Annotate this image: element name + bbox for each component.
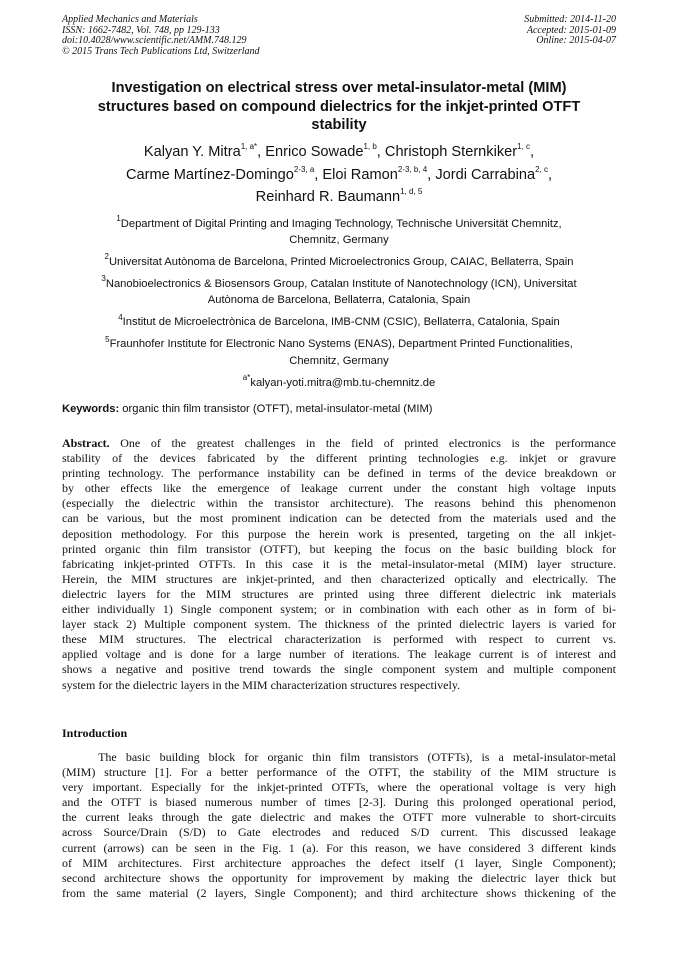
- abstract-line: these MIM structures. The electrical characterization is performed with respect to current vs.: [62, 632, 616, 647]
- author-separator: ,: [548, 166, 553, 183]
- abstract-line: stability of the devices fabricated by the different printing technologies e.g. inkjet or gravure: [62, 451, 616, 466]
- intro-line: (MIM) structure [1]. For a better performance of the OTFT, the stability of the MIM structure is: [62, 765, 616, 780]
- abstract-line: dielectric layers for the MIM structures are printed using three different dielectric ink materials: [62, 586, 616, 601]
- title-line: Investigation on electrical stress over metal-insulator-metal (MIM): [111, 80, 567, 96]
- abstract-line: [62, 436, 616, 451]
- author-separator: ,: [257, 144, 266, 160]
- introduction-heading: Introduction: [62, 726, 128, 740]
- author-line: [62, 186, 616, 209]
- affiliation-number: 1: [116, 214, 121, 224]
- affiliation-item: [62, 314, 616, 330]
- affiliation-text: Autònoma de Barcelona, Bellaterra, Catalonia, Spain: [207, 294, 471, 307]
- intro-line: across Source/Drain (S/D) to Gate electrodes and reduced S/D current. This discussed leakage: [62, 825, 616, 840]
- intro-line: the current leaks through the gate dielectric and makes the OTFT more vulnerable to short-circuits: [62, 810, 616, 825]
- affiliation-number: 2: [104, 252, 109, 262]
- intro-line: very important. Especially for the inkjet-printed OTFTs, where the operational voltage is very high: [62, 780, 616, 795]
- author-affiliation-marker: 2-3, b, 4: [397, 164, 428, 174]
- affiliation-number: 3: [101, 274, 106, 284]
- abstract-label: Abstract.: [62, 436, 110, 450]
- abstract-line: fabricating inkjet-printed OTFTs. In this case it is the metal-insulator-metal (MIM) layer structure.: [62, 556, 616, 571]
- affiliation-text: Department of Digital Printing and Imaging Technology, Technische Universität Chemnitz,: [120, 218, 562, 230]
- online-date: Online: 2015-04-07: [536, 35, 616, 47]
- affiliation-text: Chemnitz, Germany: [289, 354, 389, 367]
- intro-line: The basic building block for organic thin film transistors (OTFTs), is a metal-insulator-metal: [62, 750, 616, 764]
- keywords-text: organic thin film transistor (OTFT), metal-insulator-metal (MIM): [119, 403, 433, 415]
- author-name: Reinhard R. Baumann: [255, 189, 401, 205]
- author-line: [62, 164, 616, 187]
- intro-line: and the OTFT is biased numerous number of times [2-3]. During this prolonged operational period,: [62, 795, 616, 810]
- journal-copyright: © 2015 Trans Tech Publications Ltd, Switzerland: [62, 45, 260, 57]
- author-affiliation-marker: 1, a*: [240, 142, 258, 152]
- keywords-label: Keywords:: [62, 403, 120, 415]
- intro-line: of MIM architectures. First architecture approaches the defect itself (1 layer, Single Component);: [62, 855, 616, 870]
- author-list: [62, 141, 616, 209]
- affiliation-item: [62, 216, 616, 248]
- title-line: stability: [311, 117, 367, 133]
- affiliation-list: [62, 216, 616, 391]
- author-affiliation-marker: 1, b: [363, 142, 377, 152]
- affiliation-text: Nanobioelectronics & Biosensors Group, Catalan Institute of Nanotechnology (ICN), Universitat: [105, 278, 577, 291]
- title-line: structures based on compound dielectrics for the inkjet-printed OTFT: [97, 98, 581, 115]
- author-separator: ,: [376, 144, 385, 160]
- affiliation-number: 4: [118, 312, 123, 322]
- affiliation-text: Chemnitz, Germany: [289, 234, 389, 247]
- affiliation-text: Institut de Microelectrònica de Barcelona, IMB-CNM (CSIC), Bellaterra, Catalonia, Spain: [122, 316, 560, 329]
- affiliation-item: [62, 276, 616, 308]
- author-name: Carme Martínez-Domingo: [125, 166, 294, 183]
- affiliation-text: Fraunhofer Institute for Electronic Nano Systems (ENAS), Department Printed Functionalities,: [109, 338, 573, 351]
- abstract-line: system for the dielectric layers in the MIM characterization structures respectively.: [62, 677, 461, 692]
- affiliation-text: Universitat Autònoma de Barcelona, Printed Microelectronics Group, CAIAC, Bellaterra, Spain: [108, 256, 574, 269]
- author-affiliation-marker: 1, d, 5: [400, 187, 423, 197]
- submitted-date: Submitted: 2014-11-20: [524, 14, 616, 25]
- corresponding-email: [62, 372, 616, 391]
- author-name: Eloi Ramon: [322, 166, 398, 183]
- journal-issn: ISSN: 1662-7482, Vol. 748, pp 129-133: [62, 24, 220, 36]
- intro-line: second architecture shows the opportunity for improvement by making the dielectric layer thick but: [62, 870, 616, 885]
- affiliation-number: 5: [105, 334, 110, 344]
- abstract-line: Herein, the MIM structures are inkjet-printed, and then characterized optically and electrically. The: [62, 571, 616, 586]
- author-separator: ,: [530, 144, 535, 160]
- abstract-line: can be various, but the most prominent indication can be detected from the materials used and the: [62, 511, 616, 526]
- email-address: kalyan-yoti.mitra@mb.tu-chemnitz.de: [250, 376, 436, 389]
- author-affiliation-marker: 2, c: [535, 164, 548, 174]
- author-name: Kalyan Y. Mitra: [143, 144, 241, 160]
- affiliation-item: [62, 254, 616, 270]
- email-marker: a*: [242, 372, 251, 382]
- intro-line: from the same material (2 layers, Single Component); and third architecture shows thickening of the: [62, 885, 616, 900]
- keywords: [62, 402, 616, 416]
- author-name: Christoph Sternkiker: [384, 144, 518, 160]
- abstract-line: applied voltage and is done for a large number of iterations. The leakage current is of interest and: [62, 647, 616, 662]
- paper-title: [62, 79, 616, 135]
- abstract-line: shows a negative and positive trend towards the single component system and multiple component: [62, 662, 616, 677]
- author-name: Enrico Sowade: [265, 144, 364, 160]
- abstract-line: either individually 1) Single component system; or in combination with each other as in form of bi-: [62, 602, 616, 617]
- abstract-line: deposition methodology. For this purpose the herein work is presented, targeting on the all inkjet-: [62, 526, 616, 541]
- author-affiliation-marker: 2-3, a: [293, 164, 315, 174]
- affiliation-item: [62, 336, 616, 368]
- journal-doi: doi:10.4028/www.scientific.net/AMM.748.129: [62, 35, 247, 47]
- author-separator: ,: [427, 166, 436, 183]
- author-line: [62, 141, 616, 164]
- introduction-body: [62, 750, 616, 901]
- accepted-date: Accepted: 2015-01-09: [526, 24, 616, 36]
- author-name: Jordi Carrabina: [435, 166, 536, 183]
- author-affiliation-marker: 1, c: [517, 142, 531, 152]
- dates-header: [524, 15, 616, 47]
- abstract: [62, 436, 616, 693]
- intro-line: current (arrows) can be seen in the Fig. 1 (a). For this reason, we have considered 3 different kinds: [62, 840, 616, 855]
- abstract-line: by other effects like the emergence of leakage current under the constant high voltage inputs: [62, 481, 616, 496]
- abstract-line: printing technology. The performance instability can be defined in terms of the device breakdown or: [62, 466, 616, 481]
- abstract-text: One of the greatest challenges in the field of printed electronics is the performance: [109, 436, 616, 450]
- abstract-line: (especially the dielectric within the transistor architecture). The reasons behind this phenomenon: [62, 496, 616, 511]
- abstract-line: printed organic thin film transistor (OTFT), but keeping the focus on the basic building block for: [62, 541, 616, 556]
- journal-header: [62, 15, 260, 57]
- author-separator: ,: [314, 166, 323, 183]
- journal-name: Applied Mechanics and Materials: [62, 14, 198, 25]
- abstract-line: layer stack 2) Multiple component system. The thickness of the printed dielectric layers is varied for: [62, 617, 616, 632]
